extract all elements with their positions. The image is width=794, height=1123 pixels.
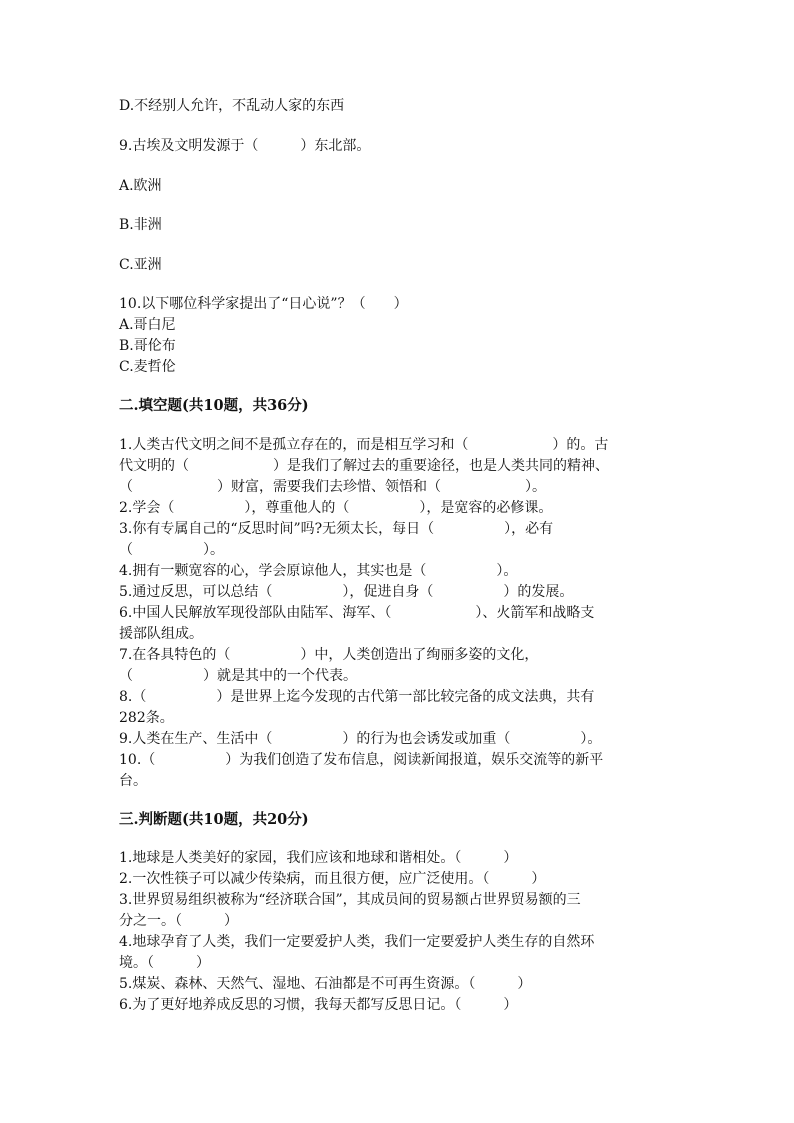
judge-line: 境。（ ） bbox=[119, 955, 210, 971]
q8-option-d: D.不经别人允许，不乱动人家的东西 bbox=[119, 98, 345, 114]
fill-line: （ ）就是其中的一个代表。 bbox=[119, 668, 357, 684]
fill-line: 9.人类在生产、生活中（ ）的行为也会诱发或加重（ ）。 bbox=[119, 731, 602, 747]
fill-line: 282条。 bbox=[119, 710, 174, 726]
q9-option-b: B.非洲 bbox=[119, 217, 162, 233]
judge-line: 4.地球孕育了人类，我们一定要爱护人类，我们一定要爱护人类生存的自然环 bbox=[119, 934, 595, 950]
fill-line: （ ）财富，需要我们去珍惜、领悟和（ ）。 bbox=[119, 479, 546, 495]
fill-line: 2.学会（ ），尊重他人的（ ），是宽容的必修课。 bbox=[119, 500, 553, 516]
fill-line: 援部队组成。 bbox=[119, 626, 203, 642]
section-fill-blank-heading: 二.填空题(共10题，共36分) bbox=[119, 397, 309, 414]
fill-line: 7.在各具特色的（ ）中，人类创造出了绚丽多姿的文化， bbox=[119, 647, 539, 663]
judge-line: 5.煤炭、森林、天然气、湿地、石油都是不可再生资源。（ ） bbox=[119, 976, 532, 992]
q10-option-c: C.麦哲伦 bbox=[119, 359, 176, 375]
judge-line: 1.地球是人类美好的家园，我们应该和地球和谐相处。（ ） bbox=[119, 850, 518, 866]
judge-line: 3.世界贸易组织被称为“经济联合国”，其成员间的贸易额占世界贸易额的三 bbox=[119, 892, 581, 908]
fill-line: 8.（ ）是世界上迄今发现的古代第一部比较完备的成文法典，共有 bbox=[119, 689, 595, 705]
fill-line: 1.人类古代文明之间不是孤立存在的，而是相互学习和（ ）的。古 bbox=[119, 437, 609, 453]
fill-line: 4.拥有一颗宽容的心，学会原谅他人，其实也是（ ）。 bbox=[119, 563, 518, 579]
judge-line: 6.为了更好地养成反思的习惯，我每天都写反思日记。（ ） bbox=[119, 997, 518, 1013]
q10-option-a: A.哥白尼 bbox=[119, 317, 176, 333]
fill-line: 5.通过反思，可以总结（ ），促进自身（ ）的发展。 bbox=[119, 584, 574, 600]
fill-line: 代文明的（ ）是我们了解过去的重要途径，也是人类共同的精神、 bbox=[119, 458, 609, 474]
judge-line: 分之一。（ ） bbox=[119, 913, 238, 929]
fill-line: （ ）。 bbox=[119, 542, 224, 558]
section-true-false-heading: 三.判断题(共10题，共20分) bbox=[119, 811, 309, 828]
q9-option-a: A.欧洲 bbox=[119, 178, 162, 194]
fill-line: 6.中国人民解放军现役部队由陆军、海军、（ ）、火箭军和战略支 bbox=[119, 605, 595, 621]
fill-line: 台。 bbox=[119, 773, 147, 789]
fill-line: 3.你有专属自己的“反思时间”吗?无须太长，每日（ ），必有 bbox=[119, 521, 554, 537]
fill-line: 10.（ ）为我们创造了发布信息，阅读新闻报道，娱乐交流等的新平 bbox=[119, 752, 604, 768]
q10-stem: 10.以下哪位科学家提出了“日心说”？（ ） bbox=[119, 296, 408, 312]
q9-stem: 9.古埃及文明发源于（ ）东北部。 bbox=[119, 138, 371, 154]
q9-option-c: C.亚洲 bbox=[119, 257, 162, 273]
judge-line: 2.一次性筷子可以减少传染病，而且很方便，应广泛使用。（ ） bbox=[119, 871, 546, 887]
q10-option-b: B.哥伦布 bbox=[119, 338, 176, 354]
